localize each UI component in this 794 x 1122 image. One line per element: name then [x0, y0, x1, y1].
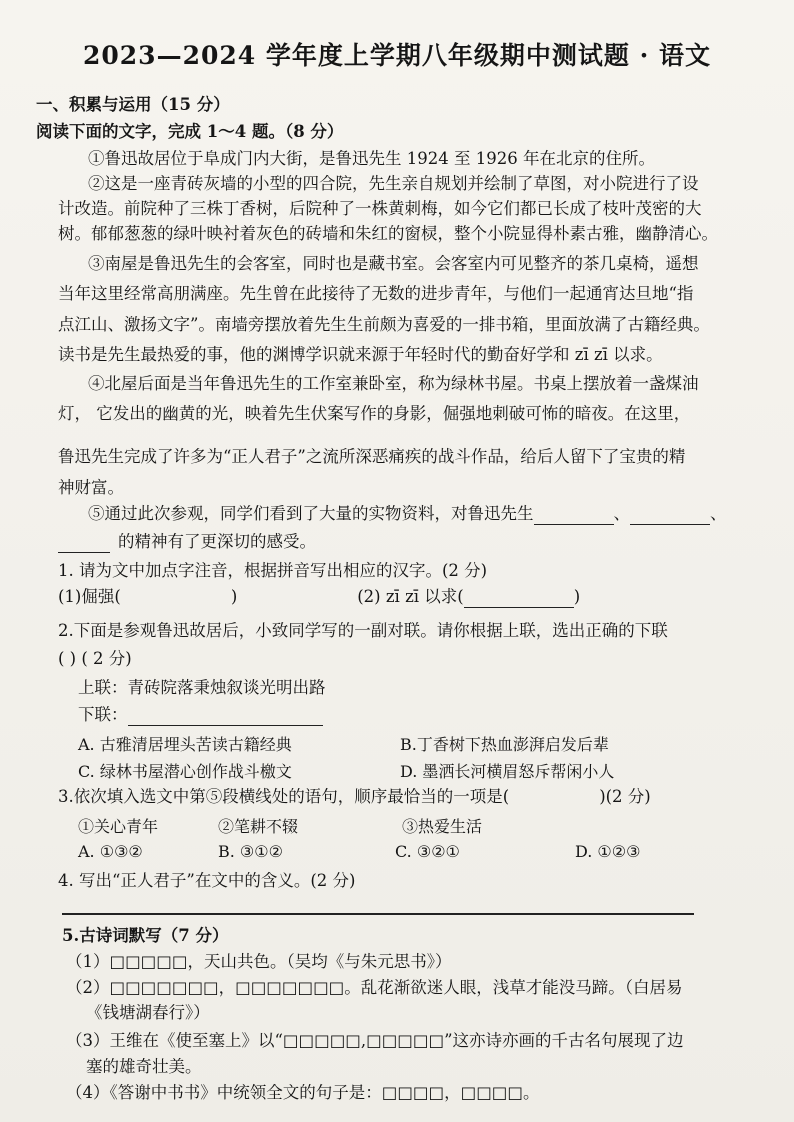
section5-heading: 5.古诗词默写（7 分）	[62, 926, 229, 945]
q2-lower-label: 下联：	[78, 705, 128, 724]
para-line-11: 鲁迅先生完成了许多为“正人君子”之流所深恶痛疾的战斗作品，给后人留下了宝贵的精	[58, 447, 686, 466]
q2-stem: 2.下面是参观鲁迅故居后，小致同学写的一副对联。请你根据上联，选出正确的下联	[58, 621, 668, 640]
q1-stem: 1. 请为文中加点字注音，根据拼音写出相应的汉字。(2 分)	[58, 561, 488, 580]
para-line-9: ④北屋后面是当年鲁迅先生的工作室兼卧室，称为绿林书屋。书桌上摆放着一盏煤油	[88, 374, 699, 393]
para-line-7: 点江山、激扬文字”。南墙旁摆放着先生生前颇为喜爱的一排书箱，里面放满了古籍经典。	[58, 315, 710, 334]
q3-option-a[interactable]: A. ①③②	[78, 842, 143, 861]
q2-option-d[interactable]: D. 墨洒长河横眉怒斥帮闲小人	[400, 762, 615, 781]
para-line-6: 当年这里经常高朋满座。先生曾在此接待了无数的进步青年，与他们一起通宵达旦地“指	[58, 284, 694, 303]
q3-item-1: ①关心青年	[78, 817, 159, 836]
para-line-1: ①鲁迅故居位于阜成门内大街，是鲁迅先生 1924 至 1926 年在北京的住所。	[88, 149, 655, 168]
para5-tail: 的精神有了更深切的感受。	[118, 532, 316, 551]
para-line-4: 树。郁郁葱葱的绿叶映衬着灰色的砖墙和朱红的窗棂，整个小院显得朴素古雅，幽静清心。	[58, 224, 718, 243]
para5-text: ⑤通过此次参观，同学们看到了大量的实物资料，对鲁迅先生	[88, 504, 534, 523]
q1-a-label: (1)倔强(	[58, 587, 121, 606]
reading-instruction: 阅读下面的文字，完成 1～4 题。（8 分）	[36, 122, 344, 141]
para-line-3: 计改造。前院种了三株丁香树，后院种了一株黄刺梅，如今它们都已长成了枝叶茂密的大	[58, 199, 702, 218]
section1-heading: 一、积累与运用（15 分）	[36, 95, 230, 114]
q2-upper: 上联：青砖院落秉烛叙谈光明出路	[78, 678, 326, 697]
q2-lower-blank[interactable]	[128, 707, 323, 726]
q2-option-b[interactable]: B.丁香树下热血澎湃启发后辈	[400, 735, 609, 754]
para-line-12: 神财富。	[58, 478, 124, 497]
para-line-5: ③南屋是鲁迅先生的会客室，同时也是藏书室。会客室内可见整齐的茶几桌椅，遥想	[88, 254, 699, 273]
q1-b-label: (2) zī zī 以求(	[357, 587, 464, 606]
q3-stem-text: 3.依次填入选文中第⑤段横线处的语句，顺序最恰当的一项是(	[58, 787, 510, 806]
para5-blank-1[interactable]	[534, 506, 614, 525]
para-line-10: 灯， 它发出的幽黄的光，映着先生伏案写作的身影，倔强地刺破可怖的暗夜。在这里，	[58, 404, 691, 423]
q1-b-answer[interactable]	[464, 589, 574, 608]
poem-q3-cont: 塞的雄奇壮美。	[86, 1057, 202, 1076]
q3-item-2: ②笔耕不辍	[218, 817, 299, 836]
q2-lower	[78, 704, 788, 726]
poem-q3: （3）王维在《使至塞上》以“□□□□□,□□□□□”这亦诗亦画的千古名句展现了边	[66, 1031, 684, 1050]
blank-separator: 、	[710, 504, 727, 523]
q1-a-close: )	[230, 587, 238, 606]
poem-q2: （2）□□□□□□□，□□□□□□□。乱花渐欲迷人眼，浅草才能没马蹄。（白居易	[66, 978, 683, 997]
para5-blank-3[interactable]	[58, 534, 110, 553]
q2-answer-paren[interactable]: ( ) ( 2 分)	[58, 649, 132, 668]
blank-separator: 、	[613, 504, 630, 523]
q3-stem	[58, 786, 768, 808]
q3-option-d[interactable]: D. ①②③	[575, 842, 641, 861]
answer-rule[interactable]	[62, 913, 694, 915]
para5-blank-2[interactable]	[630, 506, 710, 525]
q3-option-b[interactable]: B. ③①②	[218, 842, 283, 861]
q2-option-c[interactable]: C. 绿林书屋潜心创作战斗檄文	[78, 762, 292, 781]
poem-q2-source: 《钱塘湖春行》）	[86, 1003, 210, 1022]
exam-title: 2023—2024 学年度上学期八年级期中测试题 · 语文	[83, 41, 711, 70]
para-line-8: 读书是先生最热爱的事，他的渊博学识就来源于年轻时代的勤奋好学和 zī zī 以求。	[58, 345, 663, 364]
para-line-2: ②这是一座青砖灰墙的小型的四合院，先生亲自规划并绘制了草图，对小院进行了设	[88, 174, 699, 193]
poem-q1: （1）□□□□□，天山共色。（吴均《与朱元思书》）	[66, 952, 452, 971]
q3-item-3: ③热爱生活	[402, 817, 483, 836]
q1-b-close: )	[573, 587, 581, 606]
q1-answers	[58, 586, 768, 608]
para-line-13	[88, 503, 794, 525]
para-line-14	[58, 531, 768, 553]
q4-stem: 4. 写出“正人君子”在文中的含义。(2 分)	[58, 871, 356, 890]
q3-option-c[interactable]: C. ③②①	[395, 842, 460, 861]
q3-stem-tail: )(2 分)	[599, 787, 651, 806]
q2-option-a[interactable]: A. 古雅清居埋头苦读古籍经典	[78, 735, 292, 754]
poem-q4: （4）《答谢中书书》中统领全文的句子是：□□□□，□□□□。	[66, 1083, 540, 1102]
